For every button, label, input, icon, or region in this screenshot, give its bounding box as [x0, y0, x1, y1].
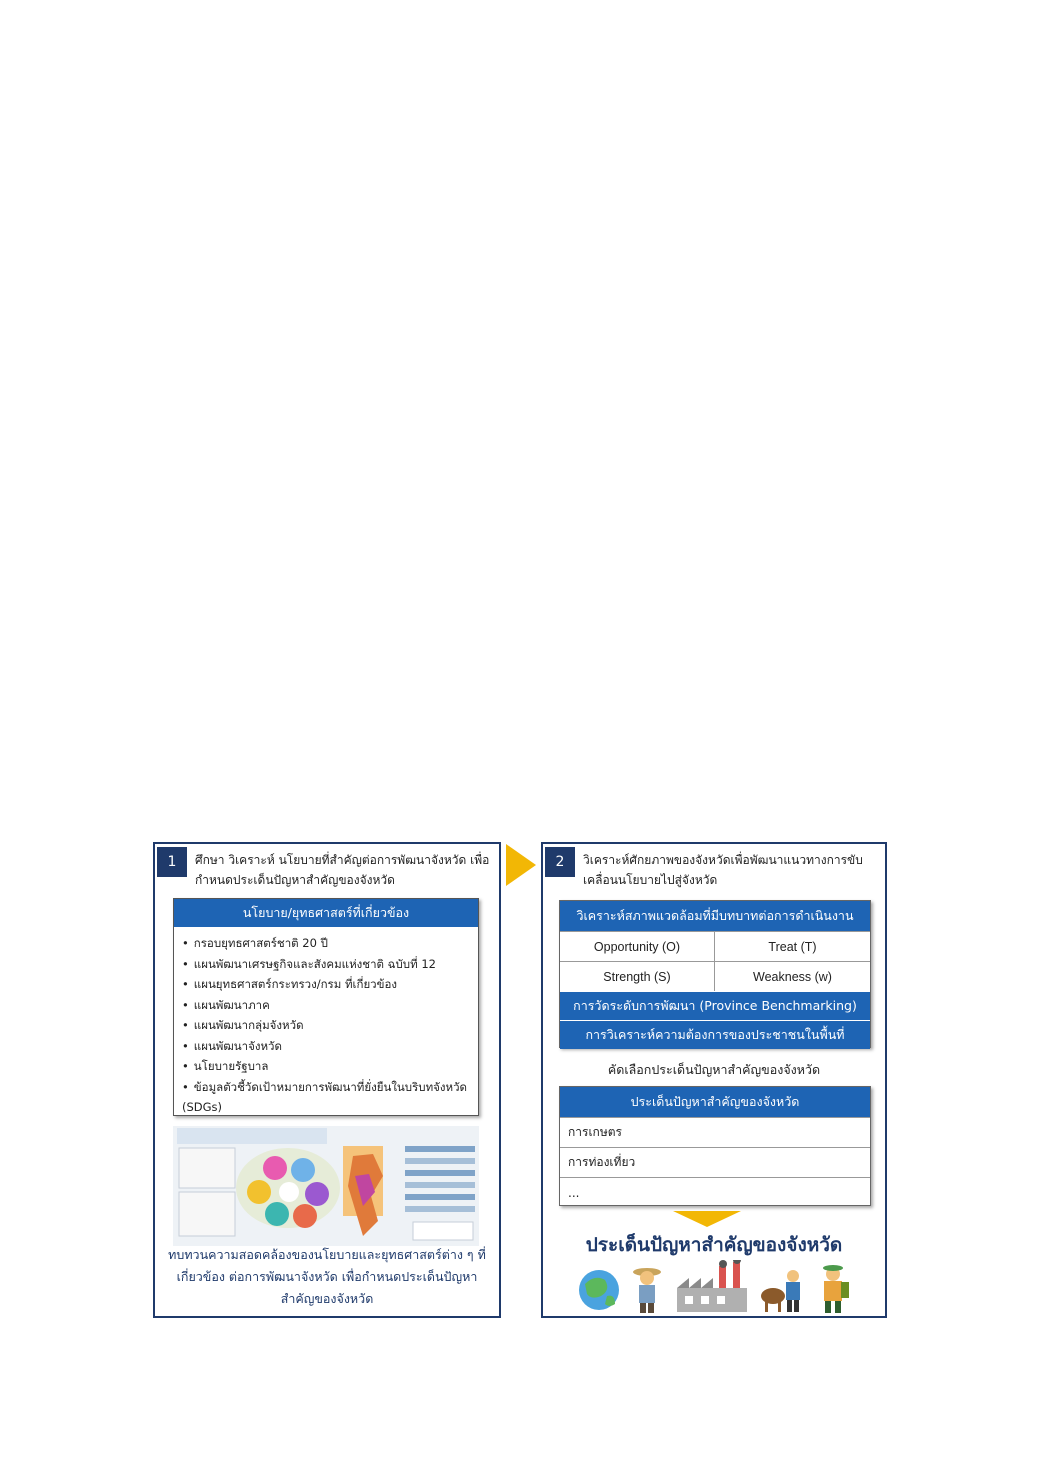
issue-row: การเกษตร	[560, 1117, 870, 1147]
policy-box	[173, 898, 479, 1116]
policy-study-panel	[153, 842, 501, 1318]
needs-analysis-bar: การวิเคราะห์ความต้องการของประชาชนในพื้นที่	[560, 1020, 870, 1049]
swot-threat: Treat (T)	[715, 931, 870, 961]
down-arrow-icon	[673, 1211, 741, 1227]
issue-box	[559, 1086, 871, 1206]
swot-weakness: Weakness (w)	[715, 961, 870, 991]
issue-header: ประเด็นปัญหาสำคัญของจังหวัด	[560, 1087, 870, 1117]
swot-opportunity: Opportunity (O)	[560, 931, 715, 961]
globe-icon	[579, 1270, 619, 1310]
swot-strength: Strength (S)	[560, 961, 715, 991]
policy-item: • กรอบยุทธศาสตร์ชาติ 20 ปี	[182, 933, 472, 954]
hiker-icon	[823, 1265, 849, 1313]
step-arrow-icon	[506, 844, 536, 886]
policy-item: • แผนยุทธศาสตร์กระทรวง/กรม ที่เกี่ยวข้อง	[182, 974, 472, 995]
policy-list	[174, 933, 478, 1118]
issue-row: ...	[560, 1177, 870, 1207]
select-issues-label: คัดเลือกประเด็นปัญหาสำคัญของจังหวัด	[607, 1062, 821, 1077]
factory-icon	[677, 1260, 747, 1312]
issue-illustrations	[577, 1260, 857, 1314]
panel1-title: ศึกษา วิเคราะห์ นโยบายที่สำคัญต่อการพัฒนาจังหวัด เพื่อกำหนดประเด็นปัญหาสำคัญของจังหวัด	[195, 853, 490, 887]
policy-item: • นโยบายรัฐบาล	[182, 1056, 472, 1077]
benchmark-bar: การวัดระดับการพัฒนา (Province Benchmarking)	[560, 991, 870, 1020]
policy-item: • แผนพัฒนาเศรษฐกิจและสังคมแห่งชาติ ฉบับที่ 12	[182, 954, 472, 975]
issue-row: การท่องเที่ยว	[560, 1147, 870, 1177]
step-number-1: 1	[157, 847, 187, 877]
step-number-2: 2	[545, 847, 575, 877]
policy-collage-image	[173, 1126, 479, 1246]
policy-item: • แผนพัฒนากลุ่มจังหวัด	[182, 1015, 472, 1036]
policy-box-header: นโยบาย/ยุทธศาสตร์ที่เกี่ยวข้อง	[174, 899, 478, 927]
policy-item: • ข้อมูลตัวชี้วัดเป้าหมายการพัฒนาที่ยั่งยืนในบริบทจังหวัด (SDGs)	[182, 1077, 472, 1118]
panel1-caption: ทบทวนความสอดคล้องของนโยบายและยุทธศาสตร์ต่าง ๆ ที่เกี่ยวข้อง ต่อการพัฒนาจังหวัด เพื่อกำหนดประเด็นปัญหาสำคัญของจังหวัด	[168, 1247, 486, 1306]
policy-item: • แผนพัฒนาจังหวัด	[182, 1036, 472, 1057]
policy-item: • แผนพัฒนาภาค	[182, 995, 472, 1016]
farmer-icon	[633, 1268, 661, 1313]
province-analysis-panel	[541, 842, 887, 1318]
panel2-title: วิเคราะห์ศักยภาพของจังหวัดเพื่อพัฒนาแนวทางการขับเคลื่อนนโยบายไปสู่จังหวัด	[583, 853, 863, 887]
farmer-with-cow-icon	[761, 1270, 800, 1312]
swot-grid	[560, 931, 870, 991]
swot-header: วิเคราะห์สภาพแวดล้อมที่มีบทบาทต่อการดำเนินงาน	[560, 901, 870, 931]
result-title: ประเด็นปัญหาสำคัญของจังหวัด	[585, 1234, 843, 1256]
swot-box	[559, 900, 871, 1048]
